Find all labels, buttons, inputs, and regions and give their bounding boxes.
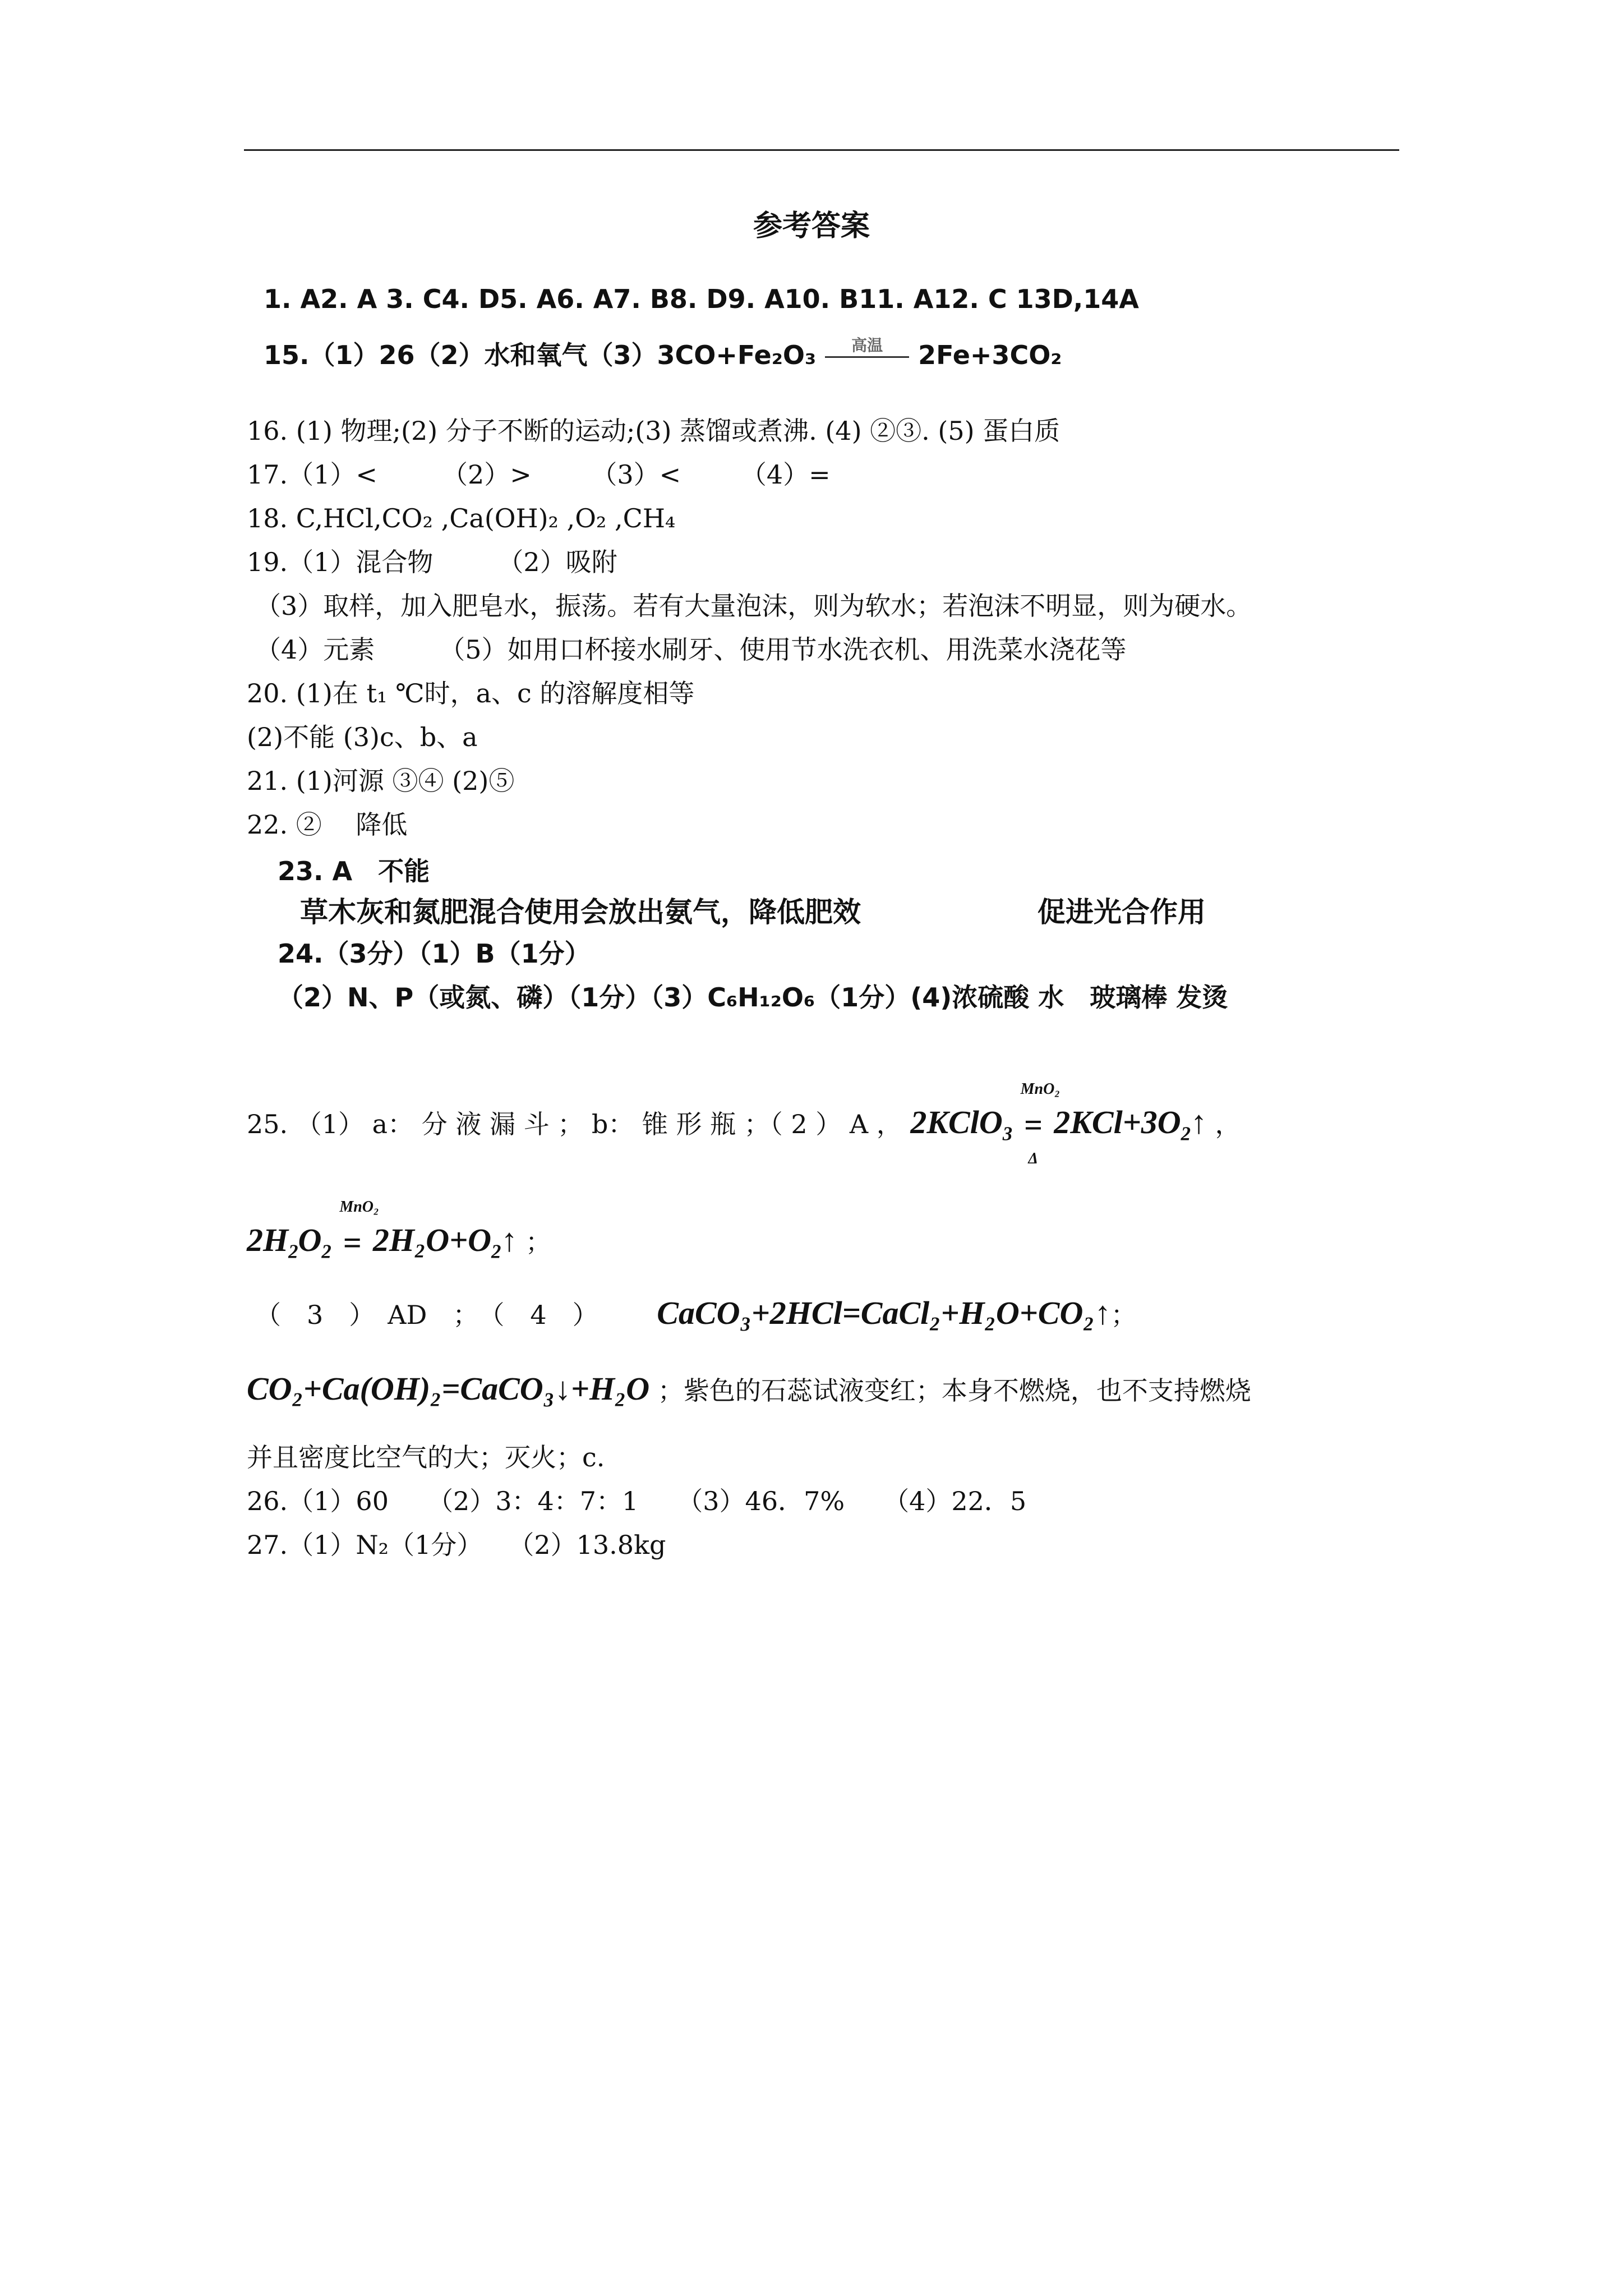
- answer-15-text: 15.（1）26（2）水和氧气（3）3CO+Fe₂O₃: [264, 340, 817, 370]
- answer-25c-text: （ 3 ） AD ； （ 4 ）: [255, 1300, 598, 1330]
- answer-line-26: 26.（1）60 （2）3：4：7：1 （3）46．7% （4）22．5: [247, 1486, 1027, 1516]
- equation-kclo3-reactant: 2KClO: [910, 1104, 1003, 1140]
- answer-line-24b: （2）N、P（或氮、磷）（1分）（3）C₆H₁₂O₆（1分）(4)浓硫酸 水 玻璃棒 发烫: [278, 982, 1228, 1013]
- answer-line-27: 27.（1）N₂（1分） （2）13.8kg: [247, 1530, 666, 1560]
- answer-line-19a: 19.（1）混合物 （2）吸附: [247, 547, 617, 577]
- answer-line-25a: 25. （1） a： 分 液 漏 斗 ； b： 锥 形 瓶 ；（ 2 ） A ， 2KClO$_3$ MnO₂ = Δ $2KCl+3O_2↑$ ，: [247, 1080, 1241, 1167]
- answer-line-22: 22. ② 降低: [247, 809, 408, 840]
- answer-line-20b: (2)不能 (3)c、b、a: [247, 722, 478, 752]
- answer-25-text: 25. （1） a： 分 液 漏 斗 ； b： 锥 形 瓶 ；（ 2 ） A ，: [247, 1109, 902, 1139]
- answer-line-25d: [247, 1369, 1251, 1410]
- answer-line-1-14: 1. A2. A 3. C4. D5. A6. A7. B8. D9. A10. B11. A12. C 13D,14A: [264, 284, 1139, 314]
- answer-line-17: 17.（1）< （2）> （3）< （4）=: [247, 459, 831, 490]
- answer-line-18: 18. C,HCl,CO₂ ,Ca(OH)₂ ,O₂ ,CH₄: [247, 503, 676, 533]
- answer-line-15: [264, 336, 1062, 372]
- catalyst-label: MnO₂: [1020, 1080, 1061, 1098]
- equation-h2o2: $2H_2O_2$ MnO₂ = $2H_2O+O_2↑$: [247, 1222, 525, 1258]
- page-title: 参考答案: [753, 209, 870, 243]
- answer-line-16: 16. (1) 物理;(2) 分子不断的运动;(3) 蒸馏或煮沸. (4) ②③. (5) 蛋白质: [247, 416, 1061, 446]
- equation-kclo3-products: 2KCl+3O: [1054, 1104, 1181, 1140]
- answer-line-19b: （3）取样，加入肥皂水，振荡。若有大量泡沫，则为软水；若泡沫不明显，则为硬水。: [255, 591, 1252, 621]
- answer-line-23b: 草木灰和氮肥混合使用会放出氨气，降低肥效: [300, 896, 861, 928]
- equation-kclo3: 2KClO$_3$ MnO₂ = Δ $2KCl+3O_2↑$: [910, 1080, 1215, 1167]
- answer-line-21: 21. (1)河源 ③④ (2)⑤: [247, 766, 515, 796]
- answer-line-23c: 促进光合作用: [1038, 896, 1206, 928]
- equation-h2o2-arrow: MnO₂ =: [339, 1198, 379, 1262]
- equation-co2-limewater: CO₂+Ca(OH)₂=CaCO₃↓+H₂O: [247, 1370, 650, 1407]
- answer-15-product: 2Fe+3CO₂: [918, 340, 1062, 370]
- answer-line-19c: （4）元素 （5）如用口杯接水刷牙、使用节水洗衣机、用洗菜水浇花等: [255, 634, 1127, 665]
- catalyst-label-2: MnO₂: [339, 1198, 379, 1216]
- equation-h2o2-products: 2H₂O+O: [372, 1222, 492, 1258]
- heat-label: Δ: [1028, 1149, 1038, 1167]
- header-rule: [244, 149, 1399, 151]
- answer-line-25c: （ 3 ） AD ； （ 4 ） CaCO₃+2HCl=CaCl₂+H₂O+CO₂↑；: [255, 1295, 1137, 1331]
- answer-line-24a: 24.（3分）（1）B（1分）: [278, 938, 591, 969]
- answer-line-25e: 并且密度比空气的大；灭火；c.: [247, 1442, 605, 1473]
- equation-caco3-hcl: CaCO₃+2HCl=CaCl₂+H₂O+CO₂↑: [657, 1295, 1111, 1331]
- answer-line-23a: 23. A 不能: [278, 856, 430, 886]
- reaction-condition: 高温: [851, 336, 883, 355]
- answer-line-25b: $2H_2O_2$ MnO₂ = $2H_2O+O_2↑$ ；: [247, 1220, 551, 1264]
- answer-25d-text: ；紫色的石蕊试液变红；本身不燃烧，也不支持燃烧: [657, 1375, 1251, 1406]
- answer-line-20a: 20. (1)在 t₁ ℃时，a、c 的溶解度相等: [247, 678, 695, 708]
- reaction-condition-bar: [825, 336, 909, 358]
- equation-h2o2-reactant: 2H: [247, 1222, 289, 1258]
- equation-kclo3-arrow: MnO₂ = Δ: [1020, 1080, 1061, 1167]
